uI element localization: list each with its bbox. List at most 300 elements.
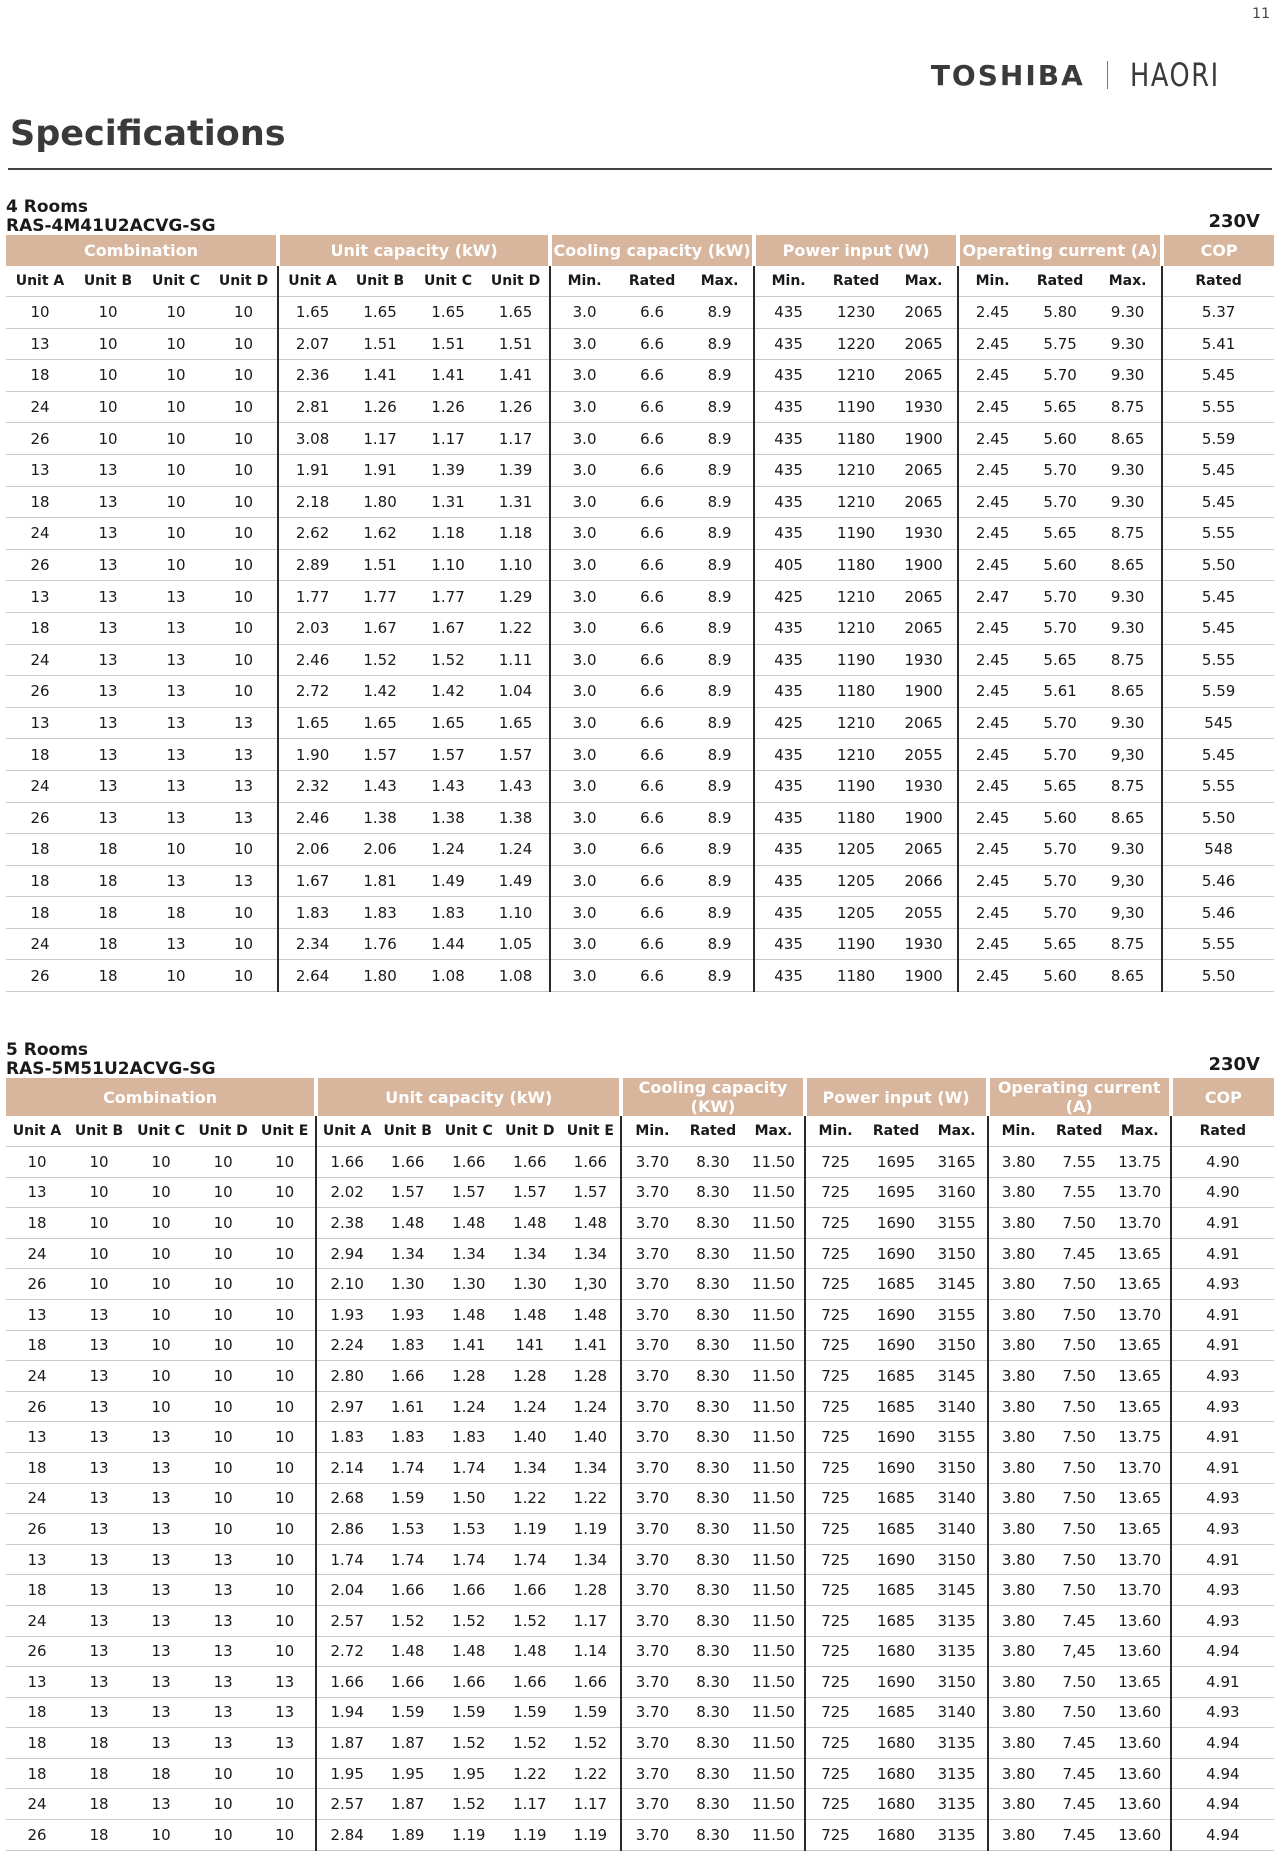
table-cell: 3165 <box>927 1147 988 1178</box>
table-cell: 8.65 <box>1094 549 1162 581</box>
table-cell: 10 <box>74 297 142 329</box>
table-cell: 2.45 <box>958 644 1026 676</box>
table-cell: 2055 <box>890 897 958 929</box>
table-cell: 13.65 <box>1110 1330 1171 1361</box>
table-cell: 5.60 <box>1026 802 1094 834</box>
table-row <box>6 360 1274 392</box>
table-cell: 3135 <box>927 1636 988 1667</box>
column-header: Min. <box>958 266 1026 297</box>
table-cell: 11.50 <box>743 1667 804 1698</box>
table-cell: 1.65 <box>278 707 346 739</box>
table-cell: 6.6 <box>618 707 686 739</box>
table-cell: 13 <box>68 1361 130 1392</box>
column-header: Max. <box>927 1116 988 1147</box>
table-cell: 1900 <box>890 960 958 992</box>
table-cell: 3.70 <box>621 1728 682 1759</box>
table-cell: 7.50 <box>1049 1544 1110 1575</box>
table-cell: 10 <box>254 1177 316 1208</box>
table-cell: 18 <box>74 960 142 992</box>
section-header <box>6 1040 1274 1078</box>
table-cell: 10 <box>68 1177 130 1208</box>
table-cell: 11.50 <box>743 1605 804 1636</box>
table-cell: 10 <box>142 297 210 329</box>
table-cell: 3.80 <box>988 1636 1049 1667</box>
table-cell: 3.0 <box>550 928 618 960</box>
table-cell: 13 <box>192 1544 254 1575</box>
table-cell: 11.50 <box>743 1177 804 1208</box>
table-cell: 7.50 <box>1049 1361 1110 1392</box>
table-cell: 3.80 <box>988 1514 1049 1545</box>
table-cell: 1.17 <box>560 1789 621 1820</box>
group-header: Power input (W) <box>754 235 958 266</box>
table-cell: 6.6 <box>618 423 686 455</box>
table-cell: 2.81 <box>278 391 346 423</box>
table-cell: 13.60 <box>1110 1605 1171 1636</box>
table-cell: 3.0 <box>550 549 618 581</box>
column-header: Unit C <box>414 266 482 297</box>
table-cell: 2.45 <box>958 739 1026 771</box>
table-cell: 13 <box>6 1299 68 1330</box>
table-cell: 3.70 <box>621 1330 682 1361</box>
table-cell: 13 <box>6 1544 68 1575</box>
table-cell: 18 <box>74 834 142 866</box>
table-cell: 13 <box>68 1697 130 1728</box>
table-cell: 2.86 <box>316 1514 377 1545</box>
table-cell: 3.0 <box>550 612 618 644</box>
table-cell: 3.0 <box>550 518 618 550</box>
table-cell: 24 <box>6 1238 68 1269</box>
table-cell: 1.48 <box>438 1299 499 1330</box>
table-cell: 13 <box>142 865 210 897</box>
table-cell: 8.30 <box>682 1483 743 1514</box>
table-cell: 8.65 <box>1094 676 1162 708</box>
table-cell: 1.59 <box>499 1697 560 1728</box>
table-cell: 18 <box>130 1758 192 1789</box>
table-cell: 1180 <box>822 676 890 708</box>
table-cell: 18 <box>68 1728 130 1759</box>
table-cell: 4.91 <box>1171 1299 1274 1330</box>
table-cell: 1.52 <box>438 1789 499 1820</box>
table-row <box>6 486 1274 518</box>
group-header-row <box>6 1078 1274 1116</box>
table-cell: 13 <box>68 1514 130 1545</box>
table-cell: 7.45 <box>1049 1758 1110 1789</box>
table-cell: 3.0 <box>550 360 618 392</box>
table-cell: 1.48 <box>560 1299 621 1330</box>
table-cell: 1695 <box>866 1177 927 1208</box>
table-cell: 13.70 <box>1110 1299 1171 1330</box>
table-cell: 1680 <box>866 1820 927 1851</box>
voltage-label: 230V <box>1208 211 1260 232</box>
table-cell: 5.65 <box>1026 770 1094 802</box>
table-cell: 1930 <box>890 518 958 550</box>
table-cell: 1.83 <box>316 1422 377 1453</box>
table-cell: 2.45 <box>958 486 1026 518</box>
table-cell: 5.70 <box>1026 739 1094 771</box>
table-cell: 3.70 <box>621 1238 682 1269</box>
table-cell: 18 <box>6 1575 68 1606</box>
table-cell: 13 <box>68 1391 130 1422</box>
table-cell: 725 <box>805 1544 866 1575</box>
table-cell: 1.34 <box>499 1238 560 1269</box>
table-cell: 26 <box>6 1514 68 1545</box>
table-cell: 1.91 <box>346 454 414 486</box>
table-cell: 2.46 <box>278 802 346 834</box>
table-cell: 26 <box>6 1391 68 1422</box>
table-cell: 5.37 <box>1162 297 1274 329</box>
table-cell: 13 <box>254 1697 316 1728</box>
table-cell: 8.30 <box>682 1361 743 1392</box>
group-header: Combination <box>6 235 278 266</box>
table-cell: 2.45 <box>958 518 1026 550</box>
table-cell: 13.60 <box>1110 1820 1171 1851</box>
table-cell: 10 <box>254 1422 316 1453</box>
table-cell: 435 <box>754 360 822 392</box>
table-cell: 1680 <box>866 1758 927 1789</box>
table-cell: 5.45 <box>1162 739 1274 771</box>
table-cell: 13.70 <box>1110 1452 1171 1483</box>
column-header: Rated <box>822 266 890 297</box>
table-cell: 1.53 <box>438 1514 499 1545</box>
table-cell: 5.41 <box>1162 328 1274 360</box>
table-cell: 13 <box>68 1330 130 1361</box>
table-cell: 13 <box>192 1605 254 1636</box>
table-cell: 1.83 <box>278 897 346 929</box>
table-cell: 24 <box>6 928 74 960</box>
brand-divider <box>1107 61 1108 89</box>
table-cell: 13 <box>74 518 142 550</box>
table-cell: 2.45 <box>958 391 1026 423</box>
table-cell: 10 <box>142 328 210 360</box>
table-cell: 5.50 <box>1162 549 1274 581</box>
table-cell: 8.9 <box>686 328 754 360</box>
table-cell: 6.6 <box>618 960 686 992</box>
table-cell: 1.48 <box>377 1636 438 1667</box>
table-cell: 10 <box>210 644 278 676</box>
table-cell: 1.59 <box>438 1697 499 1728</box>
table-cell: 1.38 <box>346 802 414 834</box>
table-cell: 1.39 <box>482 454 550 486</box>
table-cell: 1690 <box>866 1330 927 1361</box>
table-cell: 8.30 <box>682 1697 743 1728</box>
table-cell: 9.30 <box>1094 297 1162 329</box>
table-cell: 3.80 <box>988 1422 1049 1453</box>
table-cell: 18 <box>74 928 142 960</box>
column-header: Unit D <box>482 266 550 297</box>
table-cell: 13 <box>192 1728 254 1759</box>
column-header: Unit A <box>278 266 346 297</box>
table-row <box>6 928 1274 960</box>
table-cell: 1.77 <box>278 581 346 613</box>
table-cell: 9.30 <box>1094 328 1162 360</box>
table-cell: 3.70 <box>621 1697 682 1728</box>
table-row <box>6 518 1274 550</box>
table-cell: 5.61 <box>1026 676 1094 708</box>
table-cell: 1190 <box>822 391 890 423</box>
table-cell: 13 <box>210 707 278 739</box>
table-cell: 7.45 <box>1049 1820 1110 1851</box>
table-cell: 5.45 <box>1162 360 1274 392</box>
table-cell: 1.41 <box>438 1330 499 1361</box>
table-cell: 10 <box>192 1820 254 1851</box>
table-cell: 7.50 <box>1049 1422 1110 1453</box>
table-cell: 13 <box>210 865 278 897</box>
table-cell: 24 <box>6 1789 68 1820</box>
table-cell: 1690 <box>866 1667 927 1698</box>
table-cell: 10 <box>210 834 278 866</box>
table-cell: 11.50 <box>743 1514 804 1545</box>
table-cell: 8.9 <box>686 770 754 802</box>
table-cell: 5.60 <box>1026 549 1094 581</box>
table-cell: 2.45 <box>958 928 1026 960</box>
table-cell: 2.45 <box>958 297 1026 329</box>
table-cell: 13 <box>130 1636 192 1667</box>
subheader-row <box>6 266 1274 297</box>
table-cell: 1.93 <box>316 1299 377 1330</box>
table-cell: 13 <box>142 770 210 802</box>
table-cell: 1.95 <box>438 1758 499 1789</box>
table-cell: 1.95 <box>316 1758 377 1789</box>
table-cell: 2.97 <box>316 1391 377 1422</box>
table-cell: 3.70 <box>621 1667 682 1698</box>
table-cell: 13 <box>192 1575 254 1606</box>
column-header: Max. <box>743 1116 804 1147</box>
table-cell: 6.6 <box>618 454 686 486</box>
table-cell: 13 <box>74 770 142 802</box>
table-cell: 3145 <box>927 1361 988 1392</box>
table-cell: 435 <box>754 391 822 423</box>
table-cell: 11.50 <box>743 1147 804 1178</box>
table-cell: 13.70 <box>1110 1177 1171 1208</box>
table-cell: 3.70 <box>621 1605 682 1636</box>
table-cell: 1.66 <box>438 1147 499 1178</box>
table-cell: 5.70 <box>1026 897 1094 929</box>
table-cell: 13 <box>130 1697 192 1728</box>
table-cell: 13 <box>6 581 74 613</box>
group-header: Combination <box>6 1078 316 1116</box>
table-cell: 435 <box>754 802 822 834</box>
table-cell: 8.30 <box>682 1575 743 1606</box>
table-row <box>6 549 1274 581</box>
table-cell: 10 <box>192 1758 254 1789</box>
table-row <box>6 739 1274 771</box>
table-cell: 1930 <box>890 770 958 802</box>
column-header: Unit C <box>130 1116 192 1147</box>
table-cell: 3.0 <box>550 865 618 897</box>
table-cell: 3.80 <box>988 1238 1049 1269</box>
table-cell: 8.30 <box>682 1636 743 1667</box>
table-cell: 13.65 <box>1110 1361 1171 1392</box>
table-cell: 1210 <box>822 360 890 392</box>
table-cell: 13 <box>68 1605 130 1636</box>
table-cell: 3.80 <box>988 1667 1049 1698</box>
table-cell: 2.68 <box>316 1483 377 1514</box>
table-cell: 1.67 <box>278 865 346 897</box>
table-cell: 13 <box>142 739 210 771</box>
table-cell: 3.0 <box>550 644 618 676</box>
table-cell: 1690 <box>866 1544 927 1575</box>
table-cell: 24 <box>6 518 74 550</box>
page-title: Specifications <box>10 114 286 154</box>
table-row <box>6 1820 1274 1851</box>
table-cell: 8.9 <box>686 454 754 486</box>
table-cell: 6.6 <box>618 865 686 897</box>
table-cell: 4.91 <box>1171 1667 1274 1698</box>
table-cell: 10 <box>192 1391 254 1422</box>
table-cell: 13.60 <box>1110 1697 1171 1728</box>
table-cell: 3135 <box>927 1605 988 1636</box>
table-cell: 8.9 <box>686 360 754 392</box>
table-cell: 10 <box>142 391 210 423</box>
table-cell: 1.57 <box>499 1177 560 1208</box>
table-cell: 2.84 <box>316 1820 377 1851</box>
table-cell: 3.80 <box>988 1208 1049 1239</box>
table-cell: 2.24 <box>316 1330 377 1361</box>
table-cell: 10 <box>130 1238 192 1269</box>
table-cell: 1.53 <box>377 1514 438 1545</box>
table-cell: 13 <box>142 676 210 708</box>
table-cell: 7.50 <box>1049 1299 1110 1330</box>
table-cell: 2.57 <box>316 1605 377 1636</box>
table-cell: 4.93 <box>1171 1697 1274 1728</box>
table-cell: 10 <box>210 612 278 644</box>
table-cell: 548 <box>1162 834 1274 866</box>
table-cell: 1.66 <box>316 1667 377 1698</box>
table-cell: 1.57 <box>377 1177 438 1208</box>
table-cell: 2.45 <box>958 865 1026 897</box>
table-cell: 7.50 <box>1049 1667 1110 1698</box>
table-cell: 6.6 <box>618 549 686 581</box>
toshiba-logo: TOSHIBA <box>930 58 1085 92</box>
table-row <box>6 1238 1274 1269</box>
table-cell: 18 <box>142 897 210 929</box>
table-cell: 18 <box>6 865 74 897</box>
table-cell: 4.94 <box>1171 1789 1274 1820</box>
table-cell: 7.45 <box>1049 1728 1110 1759</box>
table-cell: 10 <box>130 1147 192 1178</box>
table-cell: 1210 <box>822 454 890 486</box>
table-cell: 1.19 <box>560 1820 621 1851</box>
table-cell: 13 <box>130 1575 192 1606</box>
table-cell: 2.45 <box>958 770 1026 802</box>
table-cell: 5.70 <box>1026 834 1094 866</box>
title-divider <box>8 168 1272 170</box>
table-row <box>6 328 1274 360</box>
table-cell: 1.31 <box>482 486 550 518</box>
table-cell: 3.0 <box>550 707 618 739</box>
table-cell: 2.03 <box>278 612 346 644</box>
table-cell: 545 <box>1162 707 1274 739</box>
table-cell: 1.77 <box>414 581 482 613</box>
table-cell: 10 <box>130 1269 192 1300</box>
table-cell: 1685 <box>866 1361 927 1392</box>
table-cell: 1900 <box>890 549 958 581</box>
section-4-rooms <box>6 197 1274 992</box>
table-cell: 2.45 <box>958 360 1026 392</box>
table-cell: 1.22 <box>560 1758 621 1789</box>
table-cell: 5.65 <box>1026 928 1094 960</box>
page-number: 11 <box>1252 6 1270 22</box>
table-cell: 1.28 <box>560 1361 621 1392</box>
table-cell: 5.60 <box>1026 960 1094 992</box>
table-row <box>6 1728 1274 1759</box>
table-cell: 1.74 <box>499 1544 560 1575</box>
table-cell: 3.0 <box>550 676 618 708</box>
table-cell: 435 <box>754 960 822 992</box>
table-cell: 10 <box>254 1391 316 1422</box>
haori-logo: HAORI <box>1129 56 1220 94</box>
table-cell: 1.51 <box>346 328 414 360</box>
table-cell: 2065 <box>890 581 958 613</box>
table-cell: 8.30 <box>682 1544 743 1575</box>
table-row <box>6 1605 1274 1636</box>
table-row <box>6 1361 1274 1392</box>
table-cell: 1.24 <box>499 1391 560 1422</box>
table-cell: 8.9 <box>686 581 754 613</box>
table-cell: 1.81 <box>346 865 414 897</box>
table-cell: 5.70 <box>1026 581 1094 613</box>
table-cell: 24 <box>6 1605 68 1636</box>
table-cell: 11.50 <box>743 1330 804 1361</box>
table-cell: 6.6 <box>618 486 686 518</box>
table-cell: 13 <box>68 1667 130 1698</box>
table-cell: 26 <box>6 1636 68 1667</box>
table-cell: 2065 <box>890 297 958 329</box>
table-cell: 3.80 <box>988 1575 1049 1606</box>
table-cell: 1680 <box>866 1728 927 1759</box>
table-cell: 1.19 <box>499 1514 560 1545</box>
table-cell: 2.72 <box>278 676 346 708</box>
table-cell: 1.10 <box>482 549 550 581</box>
column-header: Min. <box>550 266 618 297</box>
table-cell: 435 <box>754 770 822 802</box>
table-cell: 13 <box>130 1483 192 1514</box>
table-cell: 5.70 <box>1026 360 1094 392</box>
table-cell: 1.48 <box>499 1636 560 1667</box>
table-cell: 1.74 <box>377 1452 438 1483</box>
table-cell: 1680 <box>866 1789 927 1820</box>
column-header: Max. <box>1110 1116 1171 1147</box>
table-cell: 1900 <box>890 802 958 834</box>
table-cell: 8.9 <box>686 928 754 960</box>
table-cell: 10 <box>210 360 278 392</box>
table-cell: 1.65 <box>346 297 414 329</box>
table-cell: 1.24 <box>560 1391 621 1422</box>
table-cell: 3.70 <box>621 1422 682 1453</box>
table-cell: 13 <box>142 581 210 613</box>
rooms-label: 5 Rooms <box>6 1040 89 1060</box>
table-cell: 1.43 <box>482 770 550 802</box>
table-cell: 18 <box>6 486 74 518</box>
table-cell: 1.87 <box>316 1728 377 1759</box>
table-row <box>6 1269 1274 1300</box>
table-cell: 1.61 <box>377 1391 438 1422</box>
table-cell: 7.50 <box>1049 1330 1110 1361</box>
table-cell: 5.70 <box>1026 454 1094 486</box>
table-cell: 10 <box>210 518 278 550</box>
table-cell: 1.50 <box>438 1483 499 1514</box>
table-cell: 11.50 <box>743 1422 804 1453</box>
table-cell: 1.40 <box>560 1422 621 1453</box>
column-header: Unit D <box>210 266 278 297</box>
table-cell: 4.90 <box>1171 1147 1274 1178</box>
table-cell: 18 <box>6 1758 68 1789</box>
table-cell: 11.50 <box>743 1789 804 1820</box>
table-cell: 8.9 <box>686 644 754 676</box>
table-cell: 10 <box>254 1208 316 1239</box>
table-cell: 13 <box>74 612 142 644</box>
table-cell: 1930 <box>890 644 958 676</box>
